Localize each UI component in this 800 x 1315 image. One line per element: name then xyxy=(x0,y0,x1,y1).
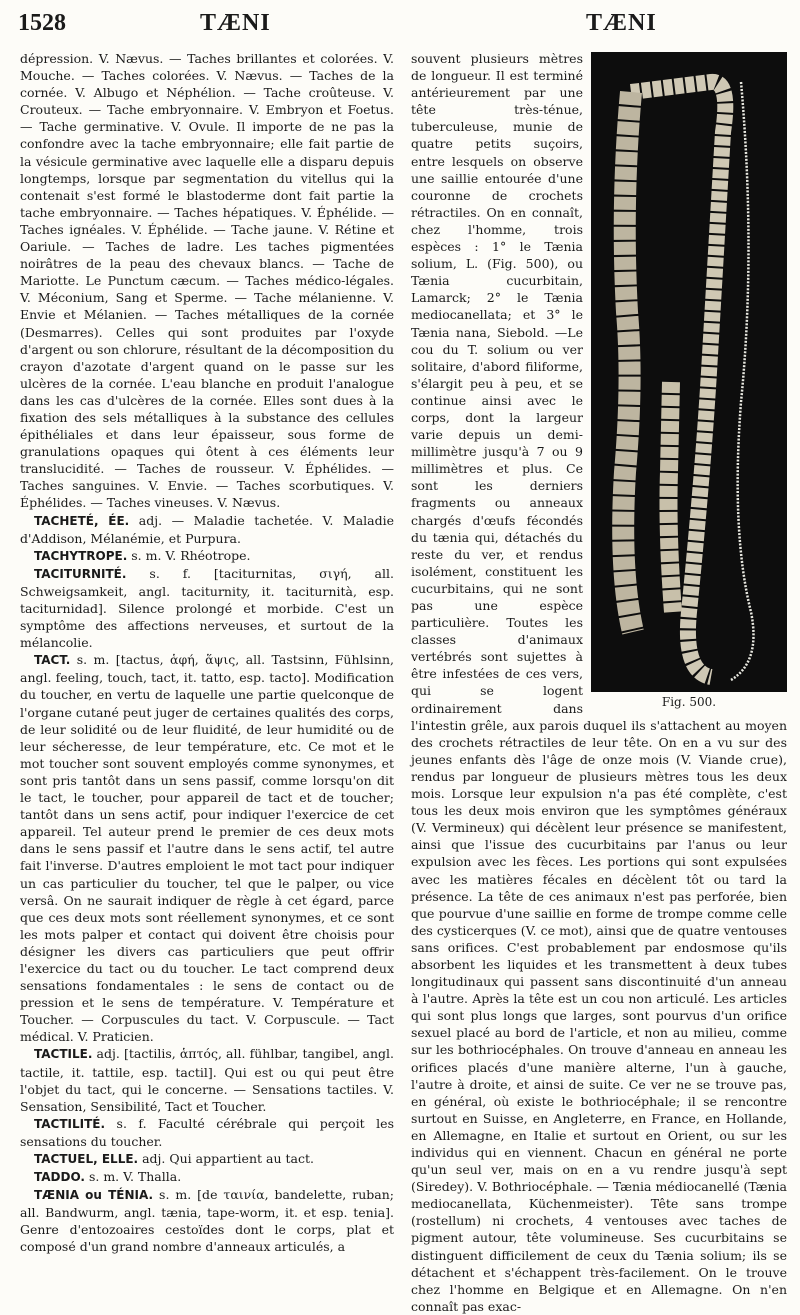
headword: TÆNIA ou TÉNIA. xyxy=(34,1188,154,1203)
headword: TACTILITÉ. xyxy=(34,1116,106,1131)
headword: TACTILE. xyxy=(34,1047,93,1062)
headword: TACTUEL, ELLE. xyxy=(34,1152,139,1166)
entry-text: s. f. [taciturnitas, σιγή, all. Schweigsamkeit, angl. taciturnity, it. taciturnità, esp. taciturnidad]. Silence prolongé et morbide. C'est un symptôme des affections nerveuses, et surtout de la mélancolie. xyxy=(20,565,394,651)
entry-text: s. f. Faculté cérébrale qui perçoit les sensations du toucher. xyxy=(20,1115,394,1149)
tache-entry-text: dépression. V. Nævus. — Taches brillantes et colorées. V. Mouche. — Taches colorées. V. Nævus. — Taches de la cornée. V. Albugo et Néphélion. — Tache croûteuse. V. Crouteux. — Tache embryonnaire. V. Embryon et Foetus. — Tache germinative. V. Ovule. Il importe de ne pas la confondre avec la tache embryonnaire; elle fait partie de la vésicule germinative avec laquelle elle a disparu depuis longtemps, lorsque par segmentation du vitellus qui la contenait s'est formé le blastoderme dont fait partie la tache embryonnaire. — Taches hépatiques. V. Éphélide. — Taches ignéales. V. Éphélide. — Tache jaune. V. Rétine et Oariule. — Taches de ladre. Les taches pigmentées noirâtres de la peau des chevaux blancs. — Tache de Mariotte. Le Punctum cæcum. — Taches médico-légales. V. Méconium, Sang et Sperme. — Tache mélanienne. V. Envie et Mélanien. — Taches métalliques de la cornée (Desmarres). Celles qui sont produites par l'oxyde d'argent ou son chlorure, résultant de la décomposition du crayon d'azotate d'argent quand on le passe sur les ulcères de la cornée. L'eau blanche en produit l'analogue dans les cas d'ulcères de la cornée. Elles sont dues à la fixation des sels métalliques à la substance des cellules épithéliales et dans leur épaisseur, sous forme de granulations opaques qui ôtent à ces éléments leur translucidité. — Taches de rousseur. V. Éphélides. — Taches sanguines. V. Envie. — Taches scorbutiques. V. Éphélides. — Taches vineuses. V. Nævus. xyxy=(20,51,394,511)
entry-taciturnite xyxy=(20,565,394,651)
left-column xyxy=(20,50,394,1255)
right-running-title: TÆNI xyxy=(586,10,657,36)
entry-tachete xyxy=(20,512,394,547)
entry-tactuel xyxy=(20,1150,394,1168)
left-running-title: TÆNI xyxy=(200,10,271,36)
entry-tactilite xyxy=(20,1115,394,1150)
entry-tact xyxy=(20,651,394,1045)
headword: TACITURNITÉ. xyxy=(34,566,127,581)
entry-text: adj. [tactilis, ἁπτός, all. fühlbar, tangibel, angl. tactile, it. tattile, esp. tactil]. Qui est ou qui peut être l'objet du tact, qui le concerne. — Sensations tactiles. V. Sensation, Sensibilité, Tact et Toucher. xyxy=(20,1046,394,1114)
taenia-entry-continued: souvent plusieurs mètres de longueur. Il est terminé antérieurement par une tête très-ténue, tuberculeuse, munie de quatre petits suçoirs, entre lesquels on observe une saillie entourée d'une couronne de crochets rétractiles. On en connaît, chez l'homme, trois espèces : 1° le Tænia solium, L. (Fig. 500), ou Tænia cucurbitain, Lamarck; 2° le Tænia mediocanellata; et 3° le Tænia nana, Siebold. —Le cou du T. solium ou ver solitaire, d'abord filiforme, s'élargit peu à peu, et se continue ainsi avec le corps, dont la largeur varie depuis un demi-millimètre jusqu'à 7 ou 9 millimètres et plus. Ce sont les derniers fragments ou anneaux chargés d'œufs fécondés du tænia qui, détachés du reste du ver, et rendus isolément, constituent les cucurbitains, qui ne sont pas une espèce particulière. Toutes les classes d'animaux vertébrés sont sujettes à être infestées de ces vers, qui se logent ordinairement dans l'intestin grêle, aux parois duquel ils s'attachent au moyen des crochets rétractiles de leur tête. On en a vu sur des jeunes enfants dès l'âge de onze mois (V. Viande crue), rendus par longueur de plusieurs mètres tous les deux mois. Lorsque leur expulsion n'a pas été complète, c'est tous les deux mois environ que les symptômes généraux (V. Vermineux) qui décèlent leur présence se manifestent, ainsi que l'issue des cucurbitains par l'anus ou leur expulsion avec les fèces. Les portions qui sont expulsées avec les matières fécales en décèlent tôt ou tard la présence. La tête de ces animaux n'est pas perforée, bien que pourvue d'une saillie en forme de trompe comme celle des cysticerques (V. ce mot), ainsi que de quatre ventouses sans orifices. C'est probablement par endosmose qu'ils absorbent les liquides et les transmettent à deux tubes longitudinaux qui passent sans discontinuité d'un anneau à l'autre. Après la tête est un cou non articulé. Les articles qui sont plus longs que larges, sont pourvus d'un orifice sexuel placé au bord de l'article, et non au milieu, comme sur les bothriocéphales. On trouve d'anneau en anneau les orifices placés d'une manière alterne, l'un à gauche, l'autre à droite, et ainsi de suite. Ce ver ne se trouve pas, en général, où existe le bothriocéphale; il se rencontre surtout en Suisse, en Angleterre, en France, en Hollande, en Allemagne, en Italie et surtout en Orient, ou sur les individus qui en viennent. Chacun en général ne porte qu'un seul ver, mais on en a vu rendre jusqu'à sept (Siredey). V. Bothriocéphale. — Tænia médiocanellé (Tænia mediocanellata, Küchenmeister). Tête sans trompe (rostellum) ni crochets, 4 ventouses avec taches de pigment autour, tête volumineuse. Ses cucurbitains se distinguent difficilement de ceux du Tænia solium; ils se détachent et s'échappent très-facilement. On le trouve chez l'homme en Belgique et en Allemagne. On n'en connaît pas exac- xyxy=(411,51,788,1314)
right-column xyxy=(411,50,788,1314)
entry-text: s. m. V. Thalla. xyxy=(88,1169,182,1185)
entry-text: s. m. [tactus, ἁφή, ἅψις, all. Tastsinn, Fühlsinn, angl. feeling, touch, tact, it. tatto, esp. tacto]. Modification du toucher, en vertu de laquelle une partie quelconque de l'organe cutané peut juger de certaines qualités des corps, de leur solidité ou de leur fluidité, de leur humidité ou de leur sécheresse, de leur température, etc. Ce mot et le mot toucher sont souvent employés comme synonymes, et sont pris tantôt dans un sens passif, comme lorsqu'on dit le tact, le toucher, pour appareil de tact et de toucher; tantôt dans un sens actif, pour indiquer l'exercice de cet appareil. Tel auteur prend le premier de ces deux mots dans le sens passif et l'autre dans le sens actif, tel autre fait l'inverse. D'autres emploient le mot tact pour indiquer un cas particulier du toucher, tel que le palper, ou vice versâ. On ne saurait indiquer de règle à cet égard, parce que ces deux mots sont réellement synonymes, et ce sont les mots palper et contact qui doivent être choisis pour désigner les divers cas particuliers que peut offrir l'exercice du tact ou du toucher. Le tact comprend deux sensations fondamentales : le sens de contact ou de pression et le sens de température. V. Température et Toucher. — Corpuscules du tact. V. Corpuscule. — Tact médical. V. Praticien. xyxy=(20,652,394,1045)
figure-500 xyxy=(591,52,787,711)
page-header xyxy=(18,10,788,44)
headword: TADDO. xyxy=(34,1170,85,1185)
entry-tactile xyxy=(20,1045,394,1114)
entry-taenia xyxy=(20,1186,394,1255)
tapeworm-engraving xyxy=(591,52,787,692)
page-number: 1528 xyxy=(18,10,66,36)
entry-text: s. m. V. Rhéotrope. xyxy=(131,547,251,563)
entry-taddo xyxy=(20,1168,394,1186)
entry-tachytrope xyxy=(20,547,394,565)
entry-text: adj. — Maladie tachetée. V. Maladie d'Addison, Mélanémie, et Purpura. xyxy=(20,512,394,546)
headword: TACT. xyxy=(34,653,71,668)
figure-caption: Fig. 500. xyxy=(661,695,717,709)
headword: TACHYTROPE. xyxy=(34,548,128,563)
headword: TACHETÉ, ÉE. xyxy=(34,513,130,528)
entry-text: s. m. [de ταινία, bandelette, ruban; all. Bandwurm, angl. tænia, tape-worm, it. et esp. tenia]. Genre d'entozoaires cestoïdes dont le corps, plat et composé d'un grand nombre d'anneaux articulés, a xyxy=(20,1187,394,1255)
entry-text: adj. Qui appartient au tact. xyxy=(142,1151,314,1166)
